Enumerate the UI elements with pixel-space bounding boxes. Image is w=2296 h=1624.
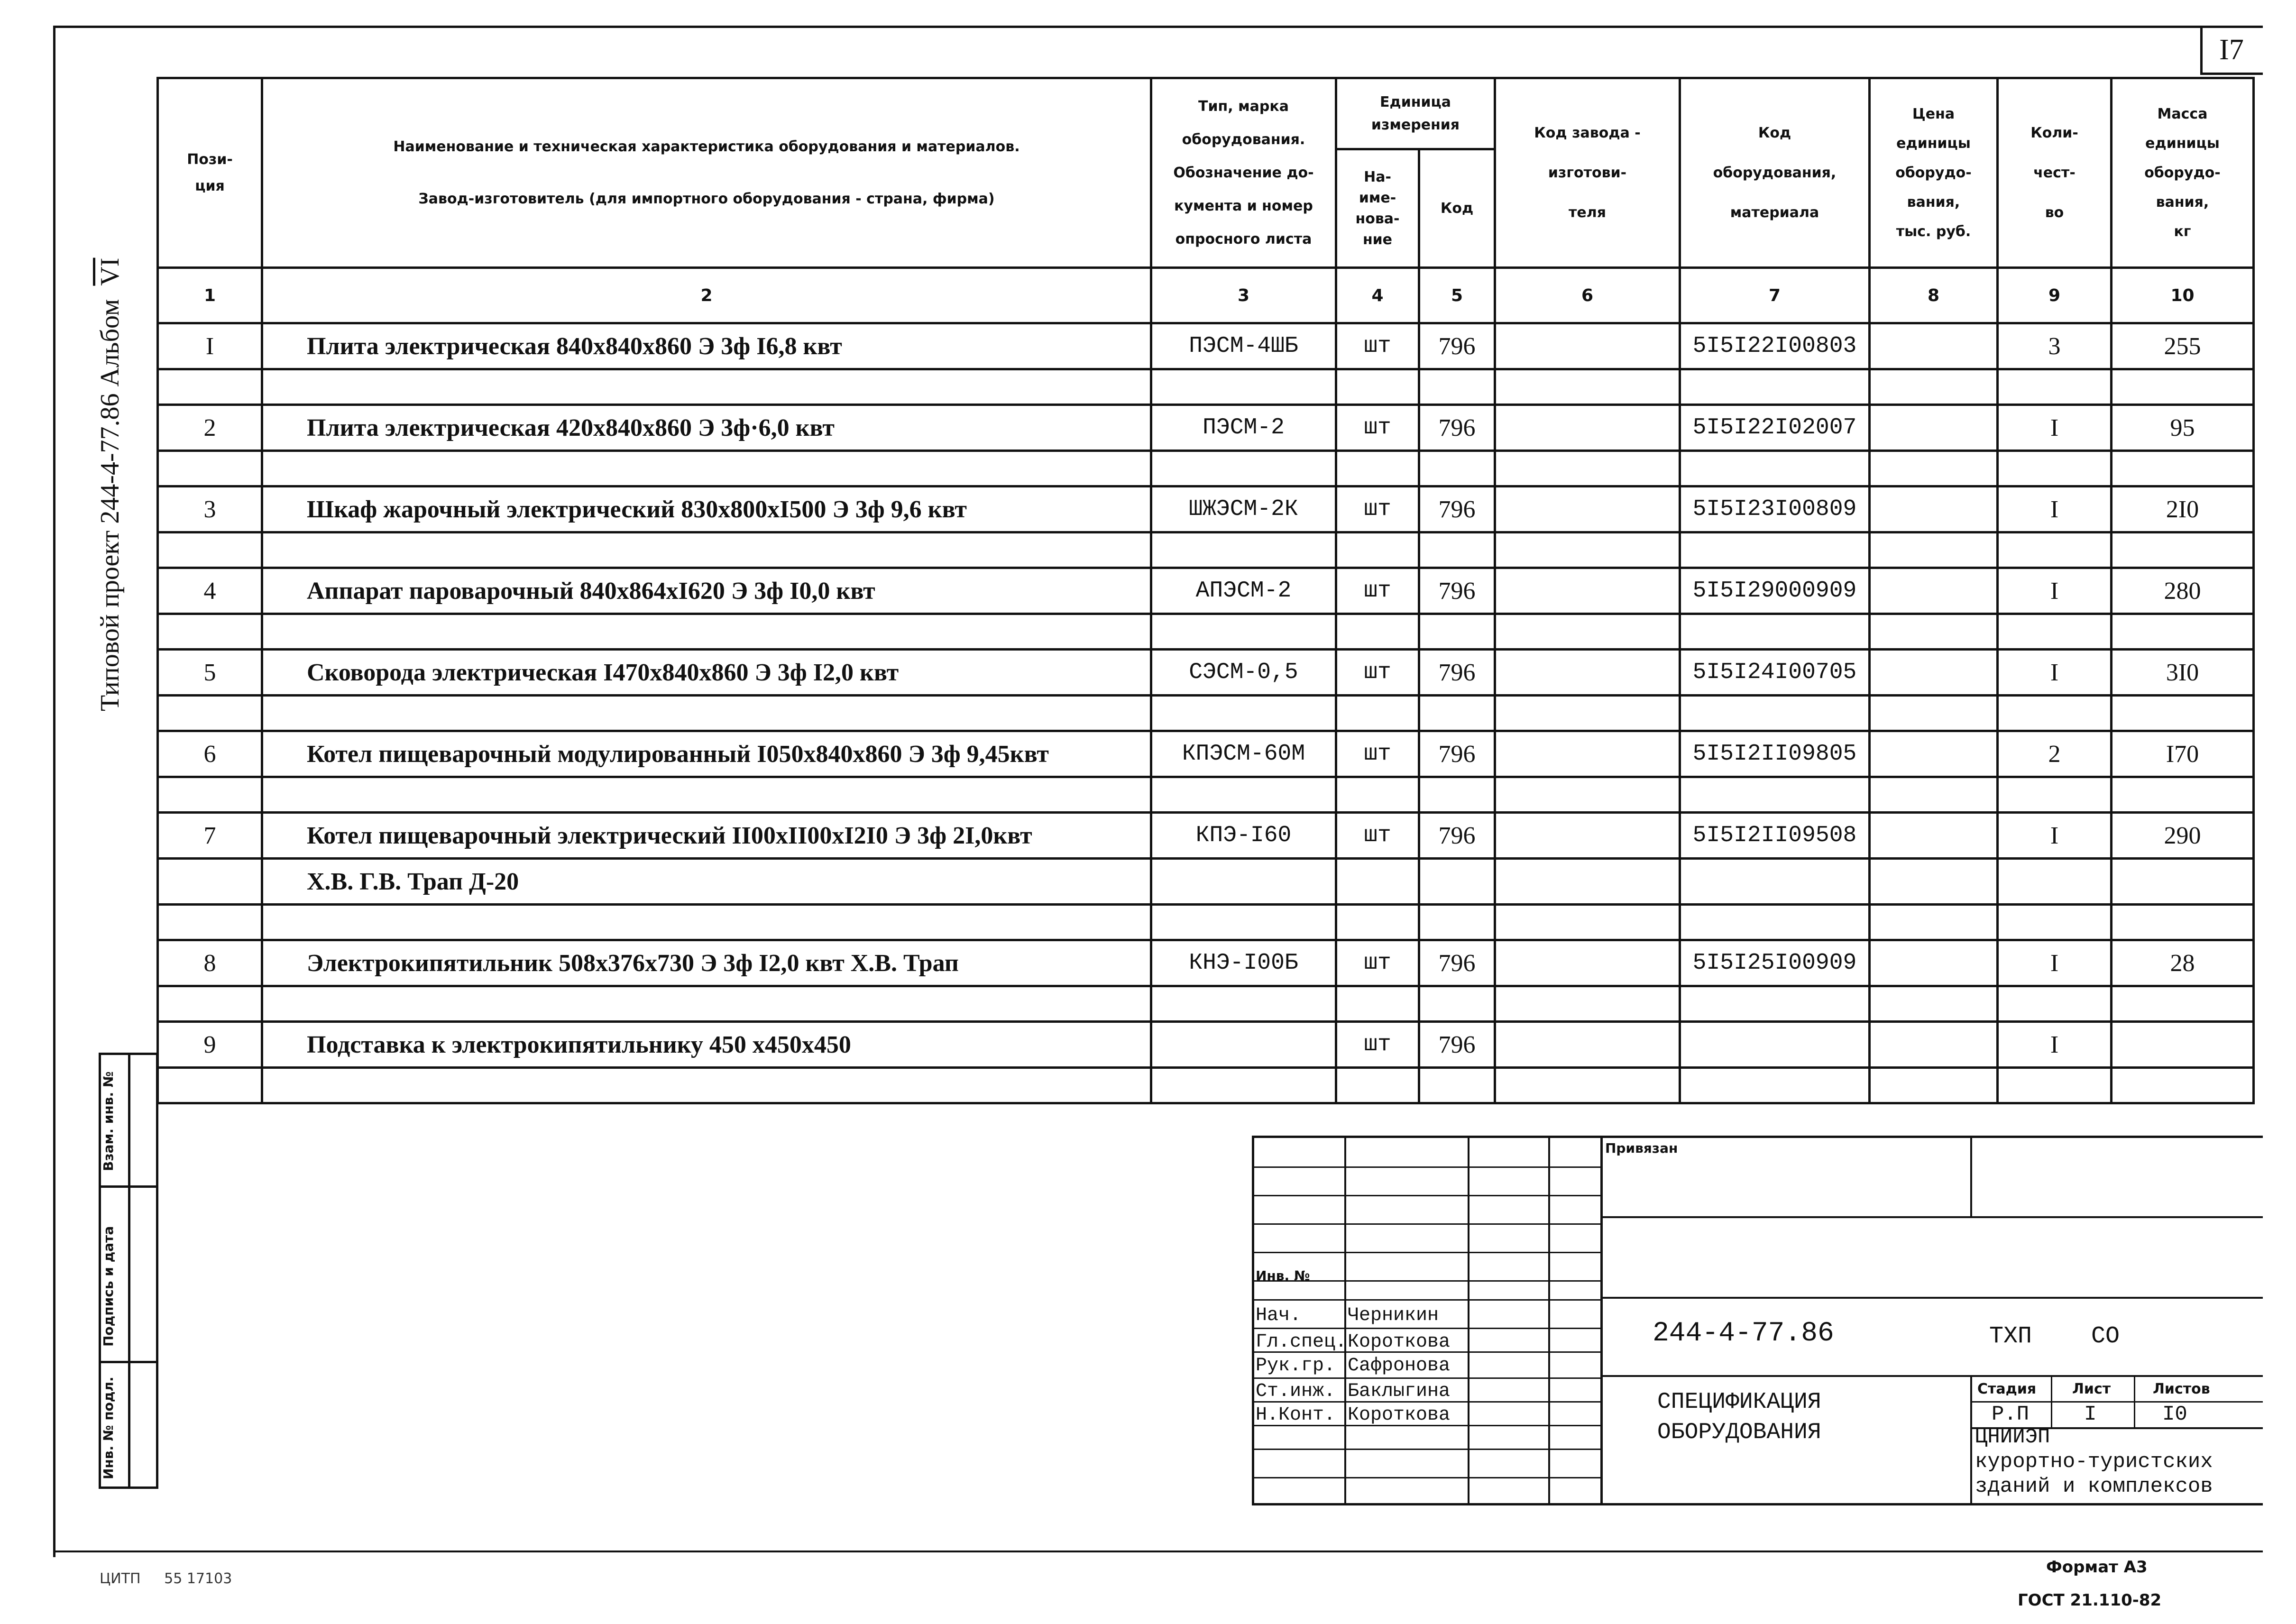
row-equipment-code: 5I5I2II09508 (1680, 813, 1870, 859)
signature-name: Короткова (1348, 1404, 1451, 1426)
empty-cell (158, 1068, 262, 1103)
column-number: 10 (2112, 268, 2254, 323)
empty-cell (1151, 451, 1336, 486)
empty-cell (1151, 614, 1336, 650)
empty-cell (1680, 614, 1870, 650)
row-price (1870, 940, 1998, 986)
row-quantity: 2 (1998, 731, 2112, 777)
empty-cell (1495, 369, 1680, 405)
row-name: Котел пищеварочный модулированный I050х840х860 Э 3ф 9,45квт (262, 731, 1151, 777)
row-unit-code: 796 (1419, 405, 1495, 451)
empty-cell (1680, 986, 1870, 1022)
empty-cell (1151, 369, 1336, 405)
row-type: ПЭСМ-4ШБ (1151, 323, 1336, 369)
row-plant-code (1495, 405, 1680, 451)
empty-cell (262, 451, 1151, 486)
header-unit-name: На- име- нова- ние (1336, 149, 1419, 268)
row-plant-code (1495, 486, 1680, 532)
empty-cell (1998, 859, 2112, 905)
empty-cell (1680, 532, 1870, 568)
table-row (158, 650, 2254, 696)
empty-cell (1998, 986, 2112, 1022)
signature-role: Рук.гр. (1256, 1355, 1336, 1376)
row-name: Котел пищеварочный электрический II00хII00хI2I0 Э 3ф 2I,0квт (262, 813, 1151, 859)
empty-cell (1336, 986, 1419, 1022)
empty-cell (158, 369, 262, 405)
empty-cell (158, 986, 262, 1022)
empty-cell (2112, 1068, 2254, 1103)
empty-cell (2112, 905, 2254, 940)
row-equipment-code: 5I5I29000909 (1680, 568, 1870, 614)
empty-cell (1336, 614, 1419, 650)
table-row (158, 813, 2254, 859)
empty-cell (1680, 859, 1870, 905)
empty-cell (2112, 614, 2254, 650)
table-gap-row (158, 451, 2254, 486)
empty-cell (1419, 905, 1495, 940)
empty-cell (2112, 696, 2254, 731)
signature-role: Н.Конт. (1256, 1404, 1336, 1426)
table-row (158, 1022, 2254, 1068)
empty-cell (158, 532, 262, 568)
signature-name: Черникин (1348, 1305, 1439, 1326)
header-plant-code: Код завода - изготови- теля (1495, 78, 1680, 268)
table-gap-row (158, 986, 2254, 1022)
side-stamp-row1 (99, 1185, 158, 1188)
empty-cell (1998, 1068, 2112, 1103)
table-row (158, 486, 2254, 532)
tb-hline (1252, 1377, 1603, 1379)
empty-cell (1151, 696, 1336, 731)
signature-name: Сафронова (1348, 1355, 1451, 1376)
header-position: Пози- ция (158, 78, 262, 268)
empty-cell (1998, 532, 2112, 568)
signature-role: Ст.инж. (1256, 1381, 1336, 1402)
empty-cell (1495, 451, 1680, 486)
empty-cell (262, 905, 1151, 940)
row-plant-code (1495, 323, 1680, 369)
row-mass: 95 (2112, 405, 2254, 451)
signature-name: Баклыгина (1348, 1381, 1451, 1402)
table-row (158, 940, 2254, 986)
table-row (158, 323, 2254, 369)
table-row-extra (158, 859, 2254, 905)
row-unit: шт (1336, 405, 1419, 451)
row-mass: 255 (2112, 323, 2254, 369)
header-equipment-code: Код оборудования, материала (1680, 78, 1870, 268)
stage-value: Р.П (1992, 1403, 2030, 1426)
empty-cell (1151, 532, 1336, 568)
empty-cell (1419, 451, 1495, 486)
row-quantity: I (1998, 940, 2112, 986)
empty-cell (158, 614, 262, 650)
row-type: КНЭ-I00Б (1151, 940, 1336, 986)
tb-hline (1252, 1477, 1603, 1478)
empty-cell (1998, 777, 2112, 813)
sheet-number: I7 (2219, 34, 2244, 66)
empty-cell (1998, 451, 2112, 486)
empty-cell (1495, 1068, 1680, 1103)
row-plant-code (1495, 940, 1680, 986)
row-type: ПЭСМ-2 (1151, 405, 1336, 451)
header-unit-code: Код (1419, 149, 1495, 268)
tb-hline (1600, 1216, 2263, 1218)
row-price (1870, 568, 1998, 614)
header-unit-group: Единица измерения (1336, 78, 1495, 149)
row-equipment-code (1680, 1022, 1870, 1068)
column-number: 9 (1998, 268, 2112, 323)
signature-role: Гл.спец. (1256, 1331, 1347, 1353)
empty-cell (1870, 369, 1998, 405)
empty-cell (158, 777, 262, 813)
row-mass: I70 (2112, 731, 2254, 777)
table-gap-row (158, 777, 2254, 813)
empty-cell (1870, 696, 1998, 731)
table-gap-row (158, 532, 2254, 568)
format-label: Формат А3 (2046, 1558, 2148, 1577)
row-quantity: I (1998, 405, 2112, 451)
empty-cell (1495, 986, 1680, 1022)
empty-cell (2112, 986, 2254, 1022)
row-extra-note: Х.В. Г.В. Трап Д-20 (262, 859, 1151, 905)
empty-cell (1870, 859, 1998, 905)
empty-cell (1998, 369, 2112, 405)
empty-cell (1495, 859, 1680, 905)
table-row (158, 731, 2254, 777)
row-position: 4 (158, 568, 262, 614)
empty-cell (1419, 369, 1495, 405)
empty-cell (1151, 986, 1336, 1022)
empty-cell (262, 986, 1151, 1022)
tb-vline (2051, 1375, 2052, 1427)
empty-cell (1151, 777, 1336, 813)
row-type (1151, 1022, 1336, 1068)
row-plant-code (1495, 813, 1680, 859)
sheet-label: Лист (2072, 1381, 2111, 1397)
row-position: 2 (158, 405, 262, 451)
column-number: 8 (1870, 268, 1998, 323)
tb-vline (1600, 1136, 1603, 1505)
header-name: Наименование и техническая характеристика оборудования и материалов. Завод-изготовитель (для импортного оборудования - страна, фирма) (262, 78, 1151, 268)
column-number: 7 (1680, 268, 1870, 323)
empty-cell (1870, 777, 1998, 813)
row-equipment-code: 5I5I23I00809 (1680, 486, 1870, 532)
empty-cell (158, 859, 262, 905)
doc-mark: СО (2091, 1323, 2120, 1350)
tb-vline (1468, 1136, 1469, 1505)
tb-vline (1970, 1375, 1972, 1505)
empty-cell (1336, 532, 1419, 568)
empty-cell (2112, 369, 2254, 405)
row-type: КПЭСМ-60М (1151, 731, 1336, 777)
inv-label: Инв. № (1256, 1268, 1310, 1284)
header-mass: Масса единицы оборудо- вания, кг (2112, 78, 2254, 268)
signature-role: Нач. (1256, 1305, 1302, 1326)
empty-cell (1680, 369, 1870, 405)
empty-cell (1151, 1068, 1336, 1103)
tb-hline (1600, 1297, 2263, 1299)
row-plant-code (1495, 650, 1680, 696)
empty-cell (1495, 532, 1680, 568)
row-name: Аппарат пароварочный 840х864хI620 Э 3ф I0,0 квт (262, 568, 1151, 614)
table-gap-row (158, 369, 2254, 405)
empty-cell (1680, 696, 1870, 731)
empty-cell (158, 905, 262, 940)
tb-vline (2134, 1375, 2135, 1427)
row-price (1870, 1022, 1998, 1068)
row-equipment-code: 5I5I22I00803 (1680, 323, 1870, 369)
empty-cell (262, 532, 1151, 568)
row-price (1870, 731, 1998, 777)
tb-hline (1252, 1223, 1603, 1225)
empty-cell (1680, 451, 1870, 486)
empty-cell (1680, 777, 1870, 813)
empty-cell (1680, 905, 1870, 940)
column-number: 1 (158, 268, 262, 323)
row-name: Сковорода электрическая I470х840х860 Э 3ф I2,0 квт (262, 650, 1151, 696)
row-name: Подставка к электрокипятильнику 450 х450х450 (262, 1022, 1151, 1068)
gost-label: ГОСТ 21.110-82 (2018, 1591, 2162, 1610)
row-unit: шт (1336, 1022, 1419, 1068)
row-mass: 3I0 (2112, 650, 2254, 696)
row-price (1870, 323, 1998, 369)
header-row-1 (158, 78, 2254, 149)
empty-cell (1870, 532, 1998, 568)
stage-label: Стадия (1977, 1381, 2037, 1397)
spec-rows (158, 323, 2254, 1103)
empty-cell (1419, 696, 1495, 731)
empty-cell (1336, 777, 1419, 813)
row-equipment-code: 5I5I25I00909 (1680, 940, 1870, 986)
header-unit-price: Цена единицы оборудо- вания, тыс. руб. (1870, 78, 1998, 268)
footer-left-stamp (100, 1570, 232, 1587)
album-roman: $\overline{VI}$ (95, 257, 125, 286)
sheets-value: I0 (2162, 1403, 2187, 1426)
table-row (158, 405, 2254, 451)
empty-cell (2112, 859, 2254, 905)
empty-cell (2112, 777, 2254, 813)
album-label (95, 258, 125, 711)
empty-cell (1495, 905, 1680, 940)
row-unit-code: 796 (1419, 813, 1495, 859)
row-unit: шт (1336, 731, 1419, 777)
empty-cell (2112, 532, 2254, 568)
table-row (158, 568, 2254, 614)
empty-cell (1495, 696, 1680, 731)
column-number: 5 (1419, 268, 1495, 323)
tb-hline (1600, 1375, 2263, 1377)
bound-label: Привязан (1605, 1140, 1678, 1156)
column-number: 6 (1495, 268, 1680, 323)
empty-cell (1419, 1068, 1495, 1103)
row-type: АПЭСМ-2 (1151, 568, 1336, 614)
section-code: ТХП (1989, 1323, 2032, 1350)
row-type: ШЖЭСМ-2К (1151, 486, 1336, 532)
empty-cell (158, 696, 262, 731)
header-quantity: Коли- чест- во (1998, 78, 2112, 268)
empty-cell (1495, 614, 1680, 650)
footer-left-stamp-code: ЦИТП (100, 1570, 141, 1587)
empty-cell (1870, 986, 1998, 1022)
row-quantity: I (1998, 568, 2112, 614)
row-equipment-code: 5I5I22I02007 (1680, 405, 1870, 451)
side-stamp-label-2: Подпись и дата (101, 1226, 116, 1347)
empty-cell (1680, 1068, 1870, 1103)
column-number: 4 (1336, 268, 1419, 323)
empty-cell (1870, 1068, 1998, 1103)
empty-cell (1419, 777, 1495, 813)
row-position: 3 (158, 486, 262, 532)
row-unit-code: 796 (1419, 940, 1495, 986)
row-price (1870, 405, 1998, 451)
row-position: 9 (158, 1022, 262, 1068)
tb-hline (1252, 1503, 2263, 1505)
tb-vline (1344, 1136, 1346, 1505)
row-name: Плита электрическая 840х840х860 Э 3ф I6,8 квт (262, 323, 1151, 369)
empty-cell (1336, 905, 1419, 940)
sheet-value: I (2084, 1403, 2097, 1426)
column-number-row (158, 268, 2254, 323)
sheet-bottom-line (53, 1551, 2263, 1552)
spec-table (156, 77, 2255, 1104)
table-gap-row (158, 905, 2254, 940)
row-position: I (158, 323, 262, 369)
empty-cell (1495, 777, 1680, 813)
row-equipment-code: 5I5I24I00705 (1680, 650, 1870, 696)
tb-vline (1548, 1136, 1550, 1505)
row-price (1870, 650, 1998, 696)
row-unit-code: 796 (1419, 731, 1495, 777)
tb-vline (1970, 1136, 1972, 1216)
row-unit: шт (1336, 486, 1419, 532)
row-unit-code: 796 (1419, 568, 1495, 614)
project-code: 244-4-77.86 (1653, 1318, 1834, 1349)
empty-cell (262, 777, 1151, 813)
empty-cell (1336, 369, 1419, 405)
row-type: КПЭ-I60 (1151, 813, 1336, 859)
empty-cell (1151, 859, 1336, 905)
row-mass: 290 (2112, 813, 2254, 859)
empty-cell (262, 1068, 1151, 1103)
row-unit: шт (1336, 813, 1419, 859)
empty-cell (1870, 614, 1998, 650)
row-name: Плита электрическая 420х840х860 Э 3ф·6,0 квт (262, 405, 1151, 451)
empty-cell (1419, 532, 1495, 568)
row-unit-code: 796 (1419, 1022, 1495, 1068)
row-quantity: I (1998, 650, 2112, 696)
column-number: 3 (1151, 268, 1336, 323)
header-type: Тип, марка оборудования. Обозначение до- кумента и номер опросного листа (1151, 78, 1336, 268)
side-stamp-label-1: Взам. инв. № (101, 1071, 116, 1171)
row-position: 8 (158, 940, 262, 986)
row-quantity: I (1998, 813, 2112, 859)
table-gap-row (158, 614, 2254, 650)
table-gap-row (158, 1068, 2254, 1103)
row-name: Шкаф жарочный электрический 830х800хI500 Э 3ф 9,6 квт (262, 486, 1151, 532)
empty-cell (1419, 614, 1495, 650)
footer-left-stamp-number: 55 17103 (164, 1570, 232, 1587)
row-plant-code (1495, 1022, 1680, 1068)
empty-cell (262, 696, 1151, 731)
empty-cell (1870, 905, 1998, 940)
empty-cell (1419, 986, 1495, 1022)
tb-hline (1252, 1328, 1603, 1329)
organization: ЦНИИЭП курортно-туристских зданий и комплексов (1975, 1425, 2213, 1498)
empty-cell (262, 369, 1151, 405)
side-stamp-divider (128, 1053, 130, 1489)
empty-cell (1336, 859, 1419, 905)
side-stamp-row2 (99, 1361, 158, 1363)
empty-cell (262, 614, 1151, 650)
column-number: 2 (262, 268, 1151, 323)
row-unit-code: 796 (1419, 323, 1495, 369)
empty-cell (1998, 905, 2112, 940)
row-mass: 280 (2112, 568, 2254, 614)
doc-title: СПЕЦИФИКАЦИЯ ОБОРУДОВАНИЯ (1657, 1389, 1821, 1445)
empty-cell (1870, 451, 1998, 486)
row-mass: 2I0 (2112, 486, 2254, 532)
row-plant-code (1495, 568, 1680, 614)
row-mass: 28 (2112, 940, 2254, 986)
tb-hline (1252, 1449, 1603, 1450)
row-unit: шт (1336, 568, 1419, 614)
sheets-label: Листов (2153, 1381, 2210, 1397)
row-quantity: I (1998, 1022, 2112, 1068)
row-unit: шт (1336, 650, 1419, 696)
empty-cell (158, 451, 262, 486)
row-name: Электрокипятильник 508х376х730 Э 3ф I2,0 квт Х.В. Трап (262, 940, 1151, 986)
row-unit: шт (1336, 323, 1419, 369)
tb-hline (1252, 1299, 1603, 1301)
album-label-text: Типовой проект 244-4-77.86 Альбом (95, 299, 125, 711)
empty-cell (1336, 1068, 1419, 1103)
empty-cell (2112, 451, 2254, 486)
row-position: 7 (158, 813, 262, 859)
row-unit-code: 796 (1419, 650, 1495, 696)
row-price (1870, 486, 1998, 532)
row-mass (2112, 1022, 2254, 1068)
side-stamp-label-3: Инв. № подл. (101, 1376, 116, 1479)
tb-hline (1252, 1195, 1603, 1196)
empty-cell (1336, 451, 1419, 486)
empty-cell (1998, 696, 2112, 731)
row-unit-code: 796 (1419, 486, 1495, 532)
row-plant-code (1495, 731, 1680, 777)
row-position: 6 (158, 731, 262, 777)
row-quantity: 3 (1998, 323, 2112, 369)
signature-name: Короткова (1348, 1331, 1451, 1353)
row-position: 5 (158, 650, 262, 696)
row-quantity: I (1998, 486, 2112, 532)
empty-cell (1998, 614, 2112, 650)
empty-cell (1336, 696, 1419, 731)
row-price (1870, 813, 1998, 859)
empty-cell (1151, 905, 1336, 940)
table-gap-row (158, 696, 2254, 731)
row-equipment-code: 5I5I2II09805 (1680, 731, 1870, 777)
tb-hline (1252, 1252, 1603, 1253)
row-unit: шт (1336, 940, 1419, 986)
tb-hline (1252, 1166, 1603, 1168)
empty-cell (1419, 859, 1495, 905)
row-type: СЭСМ-0,5 (1151, 650, 1336, 696)
